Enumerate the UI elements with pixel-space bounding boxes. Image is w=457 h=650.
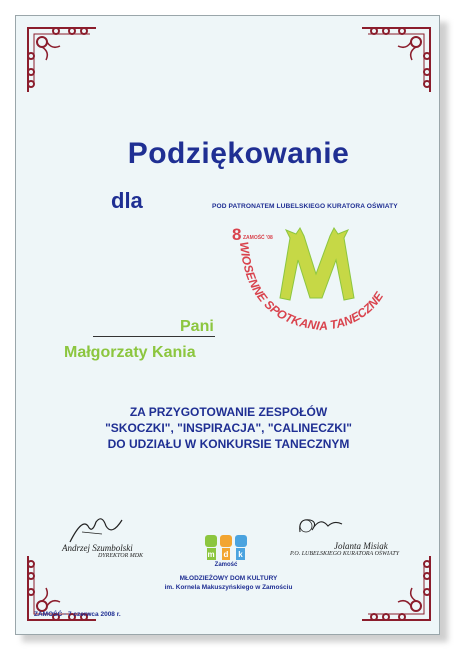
signature-right-name: Jolanta Misiak: [334, 541, 388, 551]
award-reason: [0, 404, 457, 452]
institution-line-2: im. Kornela Makuszyńskiego w Zamościu: [164, 584, 293, 591]
mdk-logo-caption: Zamość: [214, 562, 238, 568]
logo-number: 8: [232, 225, 242, 244]
logo-subtitle: ZAMOŚĆ '08: [243, 235, 273, 241]
issue-date: ZAMOŚĆ - 7 czerwca 2008 r.: [34, 611, 121, 618]
reason-line-3: DO UDZIAŁU W KONKURSIE TANECZNYM: [107, 437, 350, 451]
for-label: dla: [111, 188, 143, 213]
svg-text:d: d: [223, 550, 229, 559]
reason-line-2: "SKOCZKI", "INSPIRACJA", "CALINECZKI": [105, 421, 352, 435]
svg-text:m: m: [207, 550, 215, 559]
mdk-logo: [204, 534, 248, 568]
ornament-top-left: [22, 22, 102, 96]
institution-name: [0, 574, 457, 592]
name-underline: [93, 336, 215, 337]
signature-right-scribble: [290, 510, 360, 540]
signature-right: [290, 510, 399, 557]
logo-arc-text: WIOSENNE SPOTKANIA TANECZNE: [236, 241, 387, 334]
signature-right-role: P.O. LUBELSKIEGO KURATORA OŚWIATY: [290, 551, 400, 557]
patronage-text: POD PATRONATEM LUBELSKIEGO KURATORA OŚWIATY: [212, 203, 398, 210]
signature-left-scribble: [62, 512, 132, 546]
ornament-top-right: [356, 22, 436, 96]
institution-line-1: MŁODZIEŻOWY DOM KULTURY: [179, 575, 278, 582]
reason-line-1: ZA PRZYGOTOWANIE ZESPOŁÓW: [129, 405, 328, 419]
recipient-name: Małgorzaty Kania: [64, 344, 196, 361]
signature-left: [62, 512, 143, 559]
signature-left-role: DYREKTOR MDK: [98, 553, 144, 559]
certificate-title: Podziękowanie: [127, 137, 350, 170]
svg-text:k: k: [238, 550, 243, 559]
event-logo: [226, 214, 406, 339]
recipient-salutation: Pani: [180, 318, 214, 335]
signature-left-name: Andrzej Szumbolski: [62, 543, 133, 553]
